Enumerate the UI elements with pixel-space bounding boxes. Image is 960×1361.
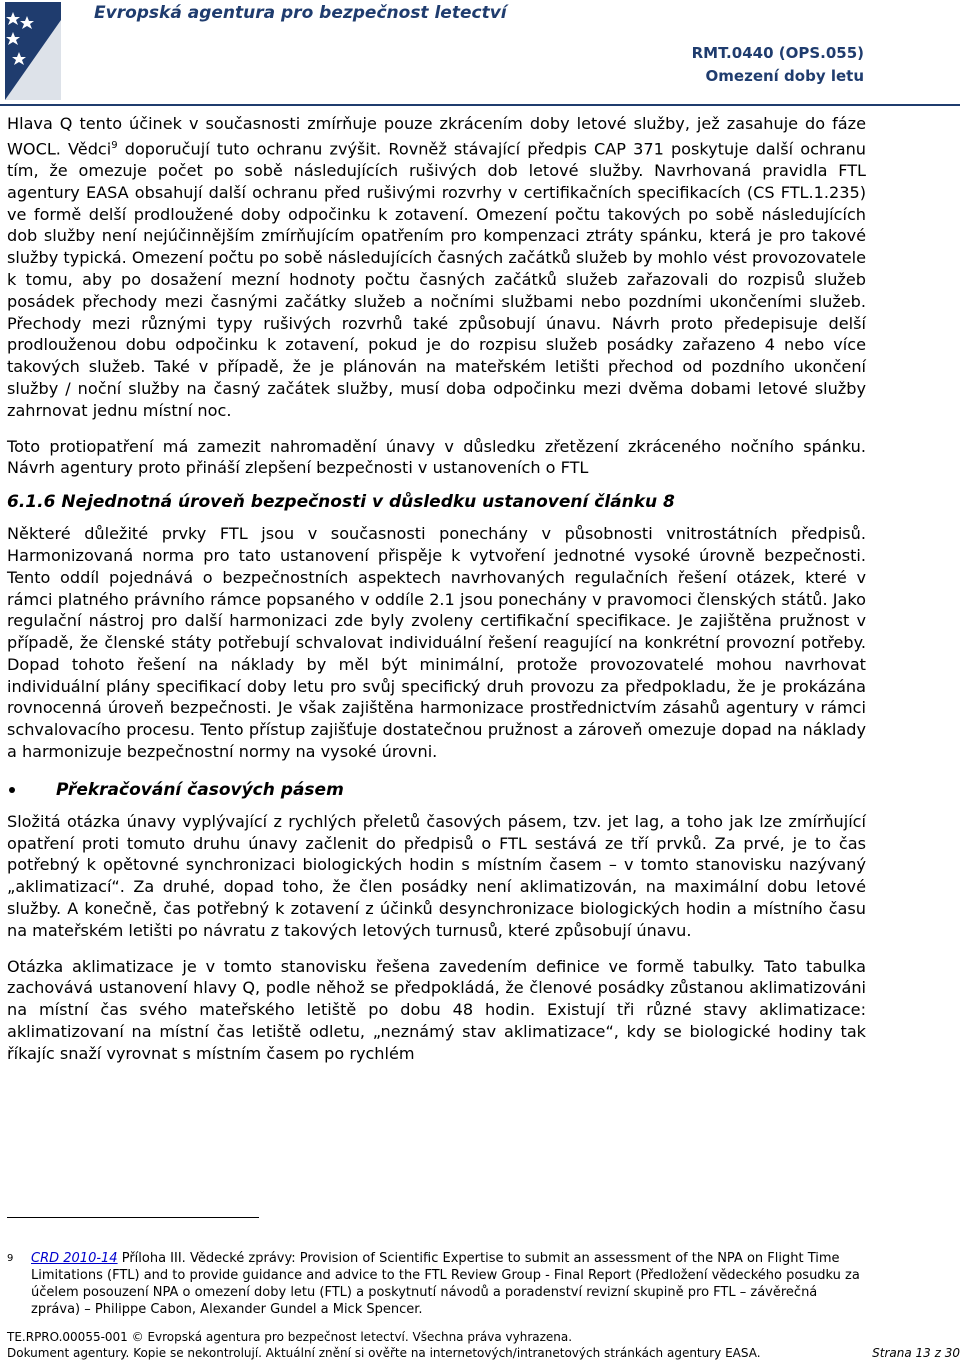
footer-row xyxy=(7,1345,960,1361)
agency-name: Evropská agentura pro bezpečnost letectví xyxy=(94,3,507,23)
paragraph: Složitá otázka únavy vyplývající z rychlých přeletů časových pásem, tzv. jet lag, a toho jak lze zmírňující opatření proti tomuto druhu únavy začlenit do předpisů o FTL sestává ze tří prvků. Za prvé, je to čas potřebný k opětovné synchronizaci biologických hodin s místním časem – v tomto stanovisku nazývaný „aklimatizací“. Za druhé, dopad toho, že člen posádky není aklimatizován, na maximální dobu letové služby. A konečně, čas potřebný k zotavení z účinků desynchronizace biologických hodin a místního času na mateřském letišti po návratu z takových letových turnusů, které způsobují únavu. xyxy=(7,811,866,940)
document-title: Omezení doby letu xyxy=(705,67,864,85)
footnote-text: Příloha III. Vědecké zprávy: Provision of Scientific Expertise to submit an assessment of the NPA on Flight Time Limitations (FTL) and to provide guidance and advice to the FTL Review Group - Final Report (Předložení vědeckého posudku za účelem posouzení NPA o omezení doby letu (FTL) a poskytnutí návodů a poradenství revizní skupině pro FTL – závěrečná zpráva) – Philippe Cabon, Alexander Gundel a Mick Spencer. xyxy=(31,1251,860,1317)
page-footer xyxy=(7,1329,960,1361)
footnote-link[interactable]: CRD 2010-14 xyxy=(31,1251,118,1266)
paragraph: Některé důležité prvky FTL jsou v současnosti ponechány v působnosti vnitrostátních předpisů. Harmonizovaná norma pro tato ustanovení přispěje k vytvoření jednotné vysoké úrovně bezpečnosti. Tento oddíl pojednává o bezpečnostních aspektech navrhovaných regulačních řešení otázek, které v rámci platného právního rámce popsaného v oddíle 2.1 jsou ponechány v pravomoci členských států. Jako regulační nástroj pro další harmonizaci zde byly zvoleny certifikační specifikace. Je zajištěna pružnost v případě, že členské státy potřebují schvalovat individuální řešení reagující na konkrétní provozní potřeby. Dopad tohoto řešení na náklady by měl být minimální, protože provozovatelé mohou navrhovat individuální plány specifikací doby letu pro svůj specifický druh provozu za předpokladu, že je prokázána rovnocenná úroveň bezpečnosti. Je však zajištěna harmonizace prostřednictvím zásahů agentury v rámci schvalovacího procesu. Tento přístup zajišťuje dostatečnou pružnost a zároveň omezuje dopad na náklady a harmonizuje bezpečnostní normy na vysoké úrovni. xyxy=(7,524,866,762)
bullet-heading xyxy=(7,780,866,800)
page-number: Strana 13 z 30 xyxy=(872,1346,960,1360)
footnote-number: 9 xyxy=(7,1253,14,1264)
main-content xyxy=(7,113,866,1074)
section-heading: 6.1.6 Nejednotná úroveň bezpečnosti v důsledku ustanovení článku 8 xyxy=(7,492,675,513)
paragraph: Toto protiopatření má zamezit nahromadění únavy v důsledku zřetězení zkráceného nočního spánku. Návrh agentury proto přináší zlepšení bezpečnosti v ustanoveních o FTL xyxy=(7,436,866,478)
footnote-body xyxy=(31,1250,867,1318)
bullet-heading-text: Překračování časových pásem xyxy=(56,779,344,800)
header-divider xyxy=(0,104,960,106)
footnote xyxy=(7,1250,867,1318)
paragraph: Otázka aklimatizace je v tomto stanovisku řešena zavedením definice ve formě tabulky. Tato tabulka zachovává ustanovení hlavy Q, podle něhož se předpokládá, že členové posádky zůstanou aklimatizováni na místní čas svého mateřského letiště po dobu 48 hodin. Existují tři různé stavy aklimatizace: aklimatizovaní na místní čas letiště odletu, „neznámý stav aklimatizace“, kdy se biologické hodiny tak říkajíc snaží vyrovnat s místním časem po rychlém xyxy=(7,956,866,1063)
footnote-reference[interactable]: 9 xyxy=(111,139,118,151)
document-reference: RMT.0440 (OPS.055) xyxy=(691,44,864,62)
paragraph-text: Hlava Q tento účinek v současnosti zmírňuje pouze zkrácením doby letové služby, jež zasahuje do fáze WOCL. Vědci xyxy=(7,114,866,159)
bullet-icon xyxy=(9,787,15,793)
disclaimer-line: Dokument agentury. Kopie se nekontrolují. Aktuální znění si ověřte na internetových/intranetových stránkách agentury EASA. xyxy=(7,1346,761,1360)
paragraph xyxy=(7,113,866,422)
easa-logo-icon xyxy=(5,2,61,100)
footnote-divider xyxy=(7,1217,259,1218)
copyright-line: TE.RPRO.00055-001 © Evropská agentura pro bezpečnost letectví. Všechna práva vyhrazena. xyxy=(7,1330,573,1344)
paragraph-text: doporučují tuto ochranu zvýšit. Rovněž stávající předpis CAP 371 poskytuje další ochranu tím, že omezuje počet po sobě následujících rušivých dob letové služby. Navrhovaná pravidla FTL agentury EASA obsahují další ochranu před rušivými rozvrhy v certifikačních specifikacích (CS FTL.1.235) ve formě delší prodloužené doby odpočinku k zotavení. Omezení počtu takových po sobě následujících dob služby není nejúčinnějším zmírňujícím opatřením pro kompenzaci ztráty spánku, která je pro takové služby typická. Omezení počtu po sobě následujících časných začátků služeb by mohlo vést provozovatele k tomu, aby po dosažení mezní hodnoty počtu časných začátků služeb zařazovali do rozpisů služeb posádek přechody mezi časnými začátky služeb a nočními službami nebo pozdními ukončeními služeb. Přechody mezi různými typy rušivých rozvrhů také způsobují únavu. Návrh proto předepisuje delší prodlouženou dobu odpočinku k zotavení, pokud je do rozpisu služeb posádky zařazeno 4 nebo více takových služeb. Také v případě, že je plánován na mateřském letišti přechod od pozdního ukončení služby / noční služby na časný začátek služby, musí doba odpočinku mezi dvěma dobami letové služby zahrnovat jednu místní noc. xyxy=(7,139,866,420)
page-header xyxy=(0,0,960,112)
